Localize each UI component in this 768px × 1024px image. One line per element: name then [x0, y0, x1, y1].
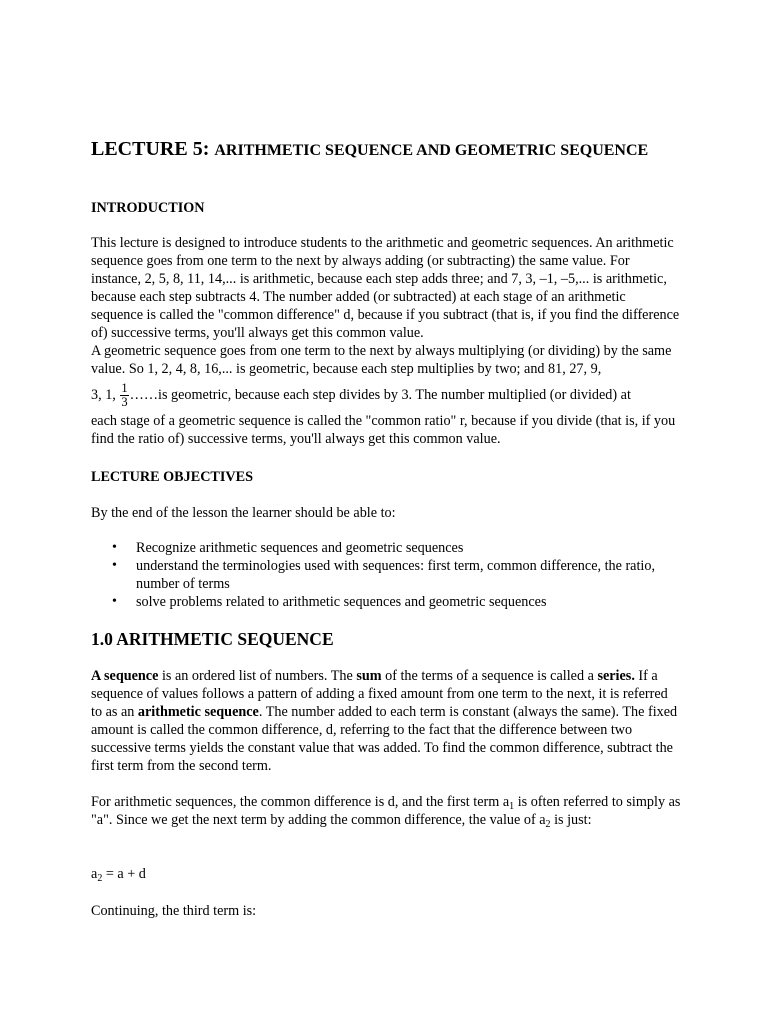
formula-rest: = a + d [102, 866, 146, 882]
intro-paragraph-1 [91, 234, 681, 342]
p1-text-2: of the terms of a sequence is called a [381, 668, 598, 684]
objectives-lead [91, 504, 681, 522]
continuing-text-content: Continuing, the third term is: [91, 903, 257, 919]
title-lead: LECTURE 5: [91, 138, 210, 160]
objectives-list [91, 539, 681, 611]
p1-text-1: is an ordered list of numbers. The [158, 668, 357, 684]
term-sequence: A sequence [91, 668, 159, 684]
term-sum: sum [356, 668, 382, 684]
intro-para2-d: each stage of a geometric sequence is called the "common ratio" r, because if you divide (that is, if you find the ratio of) successive terms, you'll always get this common value. [91, 413, 676, 447]
p1-text-3: If a sequence of values follows a pattern of adding a fixed amount from one term to the next, it is referred to as an [91, 668, 668, 720]
bullet-icon: • [112, 594, 117, 609]
intro-para2-c: ……is geometric, because each step divides by 3. The number multiplied (or divided) at [129, 386, 631, 403]
section-paragraph-1 [91, 667, 681, 775]
subscript-1: 1 [509, 801, 515, 812]
list-item-text: understand the terminologies used with sequences: first term, common difference, the ratio, number of terms [136, 558, 656, 592]
continuing-text [91, 902, 681, 920]
one-third-fraction [120, 382, 128, 409]
objectives-heading-text: LECTURE OBJECTIVES [91, 469, 254, 485]
p1-text-4: . The number added to each term is constant (always the same). The fixed amount is called the common difference, d, referring to the fact that the difference between two successive terms yields the constant value that was added. To find the common difference, subtract the first term from the second term. [91, 704, 678, 774]
lecture-title [91, 138, 681, 162]
section-heading-text: 1.0 ARITHMETIC SEQUENCE [91, 629, 334, 649]
list-item-text: Recognize arithmetic sequences and geometric sequences [136, 540, 464, 556]
p2-text-2: is often referred to simply as "a". Since we get the next term by adding the common difference, the value of a [91, 794, 681, 828]
formula-subscript: 2 [97, 873, 103, 884]
fraction-denominator: 3 [121, 395, 128, 409]
section-paragraph-2 [91, 793, 681, 829]
intro-para2-a: A geometric sequence goes from one term to the next by always multiplying (or dividing) by the same value. So 1, 2, 4, 8, 16,... is geometric, because each step multiplies by two; and 81, 27, 9, [91, 343, 672, 377]
section-heading [91, 629, 681, 649]
objectives-lead-text: By the end of the lesson the learner should be able to: [91, 505, 396, 521]
title-rest: ARITHMETIC SEQUENCE AND GEOMETRIC SEQUENCE [214, 142, 649, 159]
term-arithmetic-sequence: arithmetic sequence [137, 704, 259, 720]
list-item [91, 557, 681, 593]
fraction-numerator: 1 [121, 381, 128, 395]
objectives-heading [91, 468, 681, 486]
intro-paragraph-2 [91, 342, 681, 448]
list-item [91, 593, 681, 611]
bullet-icon: • [112, 558, 117, 573]
bullet-icon: • [112, 540, 117, 555]
intro-heading [91, 199, 681, 217]
p2-text-3: is just: [550, 812, 592, 828]
formula-a: a [91, 866, 98, 882]
p2-text-1: For arithmetic sequences, the common difference is d, and the first term a [91, 794, 510, 810]
list-item [91, 539, 681, 557]
intro-heading-text: INTRODUCTION [91, 200, 205, 216]
formula-a2 [91, 865, 681, 883]
list-item-text: solve problems related to arithmetic sequences and geometric sequences [136, 594, 547, 610]
intro-para2-b: 3, 1, [91, 386, 116, 403]
term-series: series. [597, 668, 635, 684]
intro-para1-text: This lecture is designed to introduce students to the arithmetic and geometric sequences. An arithmetic sequence goes from one term to the next by always adding (or subtracting) the same value. For instance, 2, 5, 8, 11, 14,... is arithmetic, because each step adds three; and 7, 3, –1, –5,... is arithmetic, because each step subtracts 4. The number added (or subtracted) at each stage of an arithmetic sequence is called the "common difference" d, because if you subtract (that is, if you find the difference of) successive terms, you'll always get this common value. [91, 235, 680, 341]
subscript-2: 2 [545, 819, 551, 830]
